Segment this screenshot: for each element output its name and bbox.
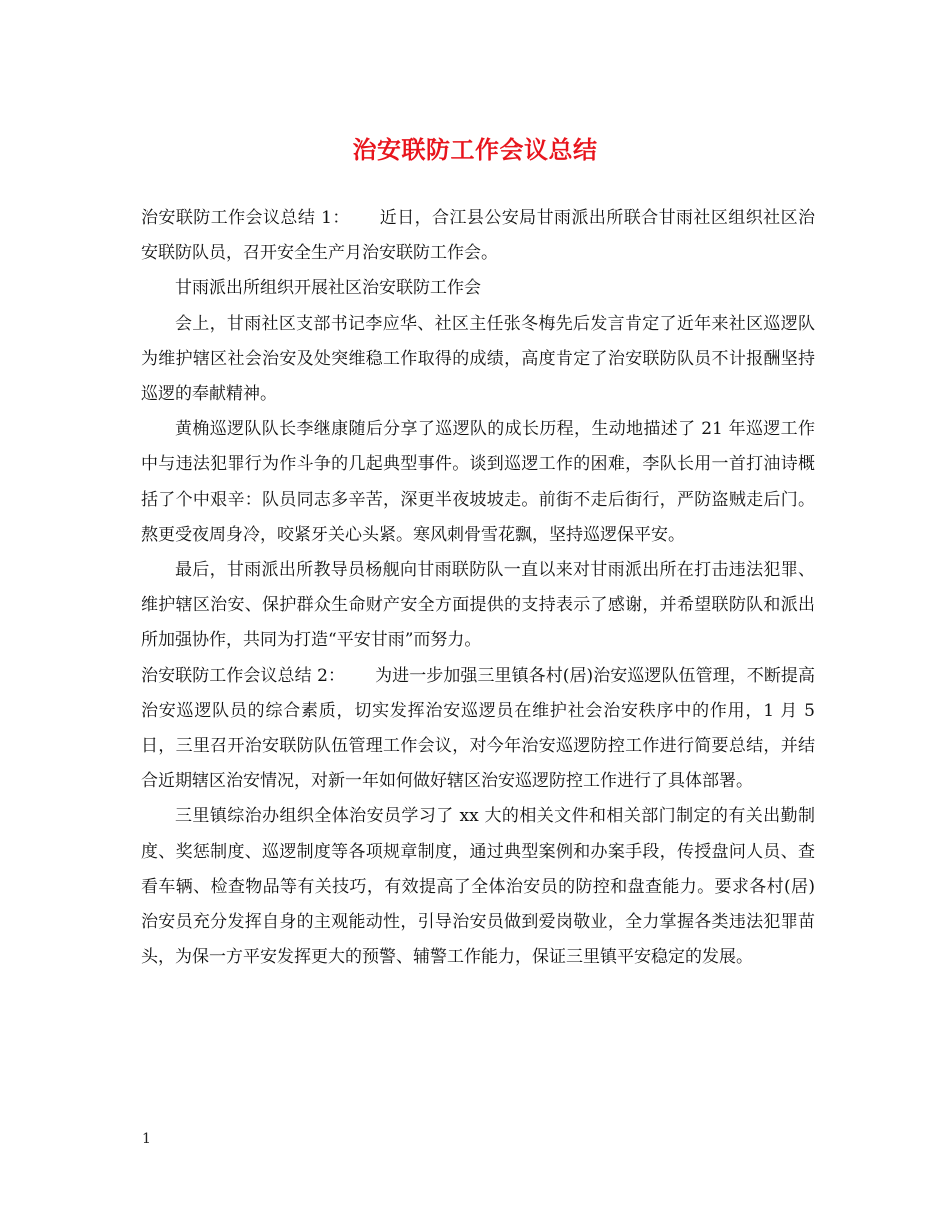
section-2-label: 治安联防工作会议总结 2： — [141, 665, 346, 686]
document-title: 治安联防工作会议总结 — [352, 135, 598, 164]
page-number: 1 — [142, 1131, 151, 1147]
section-2-paragraph: 三里镇综治办组织全体治安员学习了 xx 大的相关文件和相关部门制定的有关出勤制度、奖惩制度、巡逻制度等各项规章制度，通过典型案例和办案手段，传授盘问人员、查看车辆、检查物品等有关技巧，有效提高了全体治安员的防控和盘查能力。要求各村(居)治安员充分发挥自身的主观能动性，引导治安员做到爱岗敬业，全力掌握各类违法犯罪苗头，为保一方平安发挥更大的预警、辅警工作能力，保证三里镇平安稳定的发展。 — [141, 806, 815, 968]
document-body — [141, 201, 815, 975]
section-2-lead-text: 为进一步加强三里镇各村(居)治安巡逻队伍管理，不断提高治安巡逻队员的综合素质，切实发挥治安巡逻员在维护社会治安秩序中的作用，1 月 5 日，三里召开治安联防队伍管理工作会议，对今年治安巡逻防控工作进行简要总结，并结合近期辖区治安情况，对新一年如何做好辖区治安巡逻防控工作进行了具体部署。 — [141, 665, 815, 792]
section-1-paragraph: 甘雨派出所组织开展社区治安联防工作会 — [175, 278, 481, 299]
section-1-lead-paragraph — [141, 201, 815, 271]
section-1-paragraph: 会上，甘雨社区支部书记李应华、社区主任张冬梅先后发言肯定了近年来社区巡逻队为维护辖区社会治安及处突维稳工作取得的成绩，高度肯定了治安联防队员不计报酬坚持巡逻的奉献精神。 — [141, 313, 815, 405]
section-1-paragraph: 黄桷巡逻队队长李继康随后分享了巡逻队的成长历程，生动地描述了 21 年巡逻工作中与违法犯罪行为作斗争的几起典型事件。谈到巡逻工作的困难，李队长用一首打油诗概括了个中艰辛：队员同志多辛苦，深更半夜坡坡走。前街不走后街行，严防盗贼走后门。熬更受夜周身冷，咬紧牙关心头紧。寒风刺骨雪花飘，坚持巡逻保平安。 — [141, 419, 815, 545]
section-2-lead-paragraph — [141, 659, 815, 800]
section-1-paragraph: 最后，甘雨派出所教导员杨舰向甘雨联防队一直以来对甘雨派出所在打击违法犯罪、维护辖区治安、保护群众生命财产安全方面提供的支持表示了感谢，并希望联防队和派出所加强协作，共同为打造“平安甘雨”而努力。 — [141, 560, 815, 651]
section-1-lead-text: 近日，合江县公安局甘雨派出所联合甘雨社区组织社区治安联防队员，召开安全生产月治安联防工作会。 — [141, 208, 815, 264]
section-1-label: 治安联防工作会议总结 1： — [141, 208, 350, 228]
